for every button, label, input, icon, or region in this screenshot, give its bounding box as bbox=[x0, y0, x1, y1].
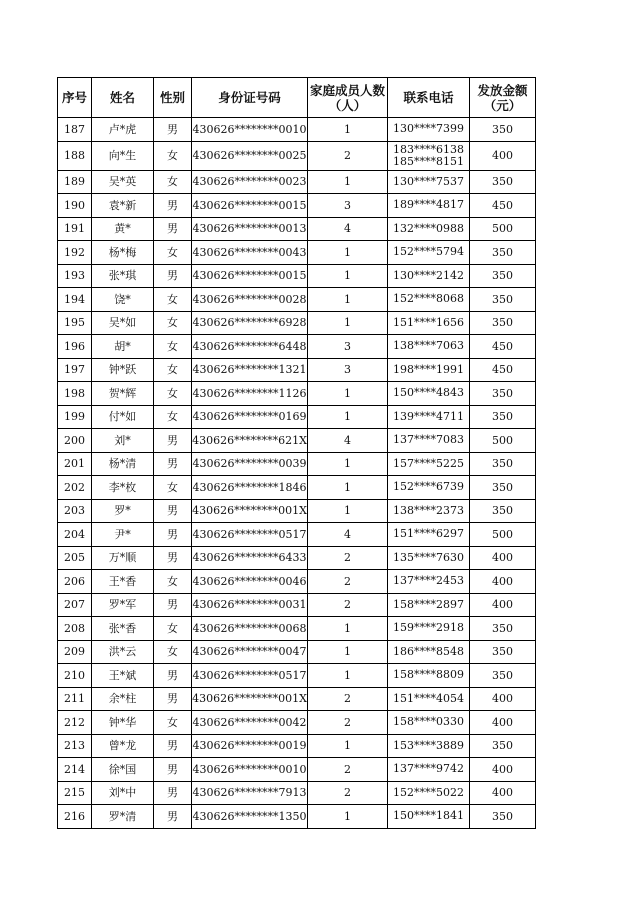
cell-name: 罗*军 bbox=[92, 593, 154, 617]
cell-gender: 女 bbox=[154, 335, 192, 359]
cell-gender: 女 bbox=[154, 405, 192, 429]
phone-number: 137****2453 bbox=[393, 574, 464, 588]
cell-index: 198 bbox=[58, 382, 92, 406]
cell-name: 张*香 bbox=[92, 617, 154, 641]
cell-id-number: 430626********6928 bbox=[192, 311, 308, 335]
cell-gender: 男 bbox=[154, 687, 192, 711]
cell-index: 194 bbox=[58, 288, 92, 312]
phone-number: 138****2373 bbox=[393, 503, 464, 517]
phone-number: 151****6297 bbox=[393, 527, 464, 541]
cell-index: 195 bbox=[58, 311, 92, 335]
cell-amount: 500 bbox=[470, 523, 536, 547]
cell-phone bbox=[388, 546, 470, 570]
cell-index: 188 bbox=[58, 141, 92, 170]
cell-index: 202 bbox=[58, 476, 92, 500]
cell-index: 193 bbox=[58, 264, 92, 288]
table-row bbox=[58, 711, 536, 735]
table-row bbox=[58, 141, 536, 170]
cell-gender: 女 bbox=[154, 711, 192, 735]
cell-gender: 女 bbox=[154, 311, 192, 335]
cell-name: 王*斌 bbox=[92, 664, 154, 688]
cell-gender: 男 bbox=[154, 194, 192, 218]
cell-gender: 男 bbox=[154, 758, 192, 782]
cell-family-size: 2 bbox=[308, 570, 388, 594]
phone-number: 158****2897 bbox=[393, 597, 464, 611]
cell-amount: 350 bbox=[470, 734, 536, 758]
cell-name: 钟*跃 bbox=[92, 358, 154, 382]
cell-name: 曾*龙 bbox=[92, 734, 154, 758]
cell-gender: 女 bbox=[154, 640, 192, 664]
cell-amount: 350 bbox=[470, 617, 536, 641]
table-row bbox=[58, 170, 536, 194]
cell-id-number: 430626********0015 bbox=[192, 264, 308, 288]
cell-family-size: 2 bbox=[308, 758, 388, 782]
cell-name: 付*如 bbox=[92, 405, 154, 429]
cell-family-size: 1 bbox=[308, 734, 388, 758]
cell-family-size: 1 bbox=[308, 452, 388, 476]
cell-name: 饶* bbox=[92, 288, 154, 312]
header-index: 序号 bbox=[58, 78, 92, 118]
cell-name: 袁*新 bbox=[92, 194, 154, 218]
cell-name: 卢*虎 bbox=[92, 118, 154, 142]
cell-gender: 男 bbox=[154, 429, 192, 453]
header-phone: 联系电话 bbox=[388, 78, 470, 118]
cell-id-number: 430626********0043 bbox=[192, 241, 308, 265]
cell-family-size: 1 bbox=[308, 476, 388, 500]
phone-number: 158****8809 bbox=[393, 668, 464, 682]
cell-gender: 男 bbox=[154, 264, 192, 288]
cell-gender: 女 bbox=[154, 141, 192, 170]
cell-gender: 女 bbox=[154, 358, 192, 382]
cell-id-number: 430626********6433 bbox=[192, 546, 308, 570]
header-gender: 性别 bbox=[154, 78, 192, 118]
cell-amount: 350 bbox=[470, 640, 536, 664]
cell-amount: 350 bbox=[470, 264, 536, 288]
cell-index: 191 bbox=[58, 217, 92, 241]
table-row bbox=[58, 405, 536, 429]
cell-id-number: 430626********1126 bbox=[192, 382, 308, 406]
cell-phone bbox=[388, 758, 470, 782]
phone-number: 183****6138 bbox=[393, 142, 464, 156]
cell-id-number: 430626********0019 bbox=[192, 734, 308, 758]
cell-name: 张*琪 bbox=[92, 264, 154, 288]
cell-family-size: 2 bbox=[308, 593, 388, 617]
phone-number: 132****0988 bbox=[393, 221, 464, 235]
cell-id-number: 430626********0031 bbox=[192, 593, 308, 617]
cell-family-size: 1 bbox=[308, 382, 388, 406]
cell-id-number: 430626********0013 bbox=[192, 217, 308, 241]
cell-family-size: 3 bbox=[308, 194, 388, 218]
cell-phone bbox=[388, 141, 470, 170]
table-row bbox=[58, 593, 536, 617]
cell-family-size: 1 bbox=[308, 170, 388, 194]
phone-number: 153****3889 bbox=[393, 738, 464, 752]
cell-index: 201 bbox=[58, 452, 92, 476]
phone-number: 130****2142 bbox=[393, 268, 464, 282]
cell-family-size: 2 bbox=[308, 711, 388, 735]
cell-family-size: 1 bbox=[308, 664, 388, 688]
cell-id-number: 430626********0025 bbox=[192, 141, 308, 170]
cell-family-size: 1 bbox=[308, 805, 388, 829]
cell-amount: 350 bbox=[470, 805, 536, 829]
cell-amount: 350 bbox=[470, 499, 536, 523]
phone-number: 138****7063 bbox=[393, 339, 464, 353]
phone-number: 158****0330 bbox=[393, 715, 464, 729]
cell-id-number: 430626********0517 bbox=[192, 523, 308, 547]
cell-amount: 400 bbox=[470, 758, 536, 782]
table-row bbox=[58, 311, 536, 335]
cell-phone bbox=[388, 476, 470, 500]
header-name: 姓名 bbox=[92, 78, 154, 118]
cell-gender: 女 bbox=[154, 617, 192, 641]
cell-amount: 400 bbox=[470, 546, 536, 570]
cell-id-number: 430626********0015 bbox=[192, 194, 308, 218]
cell-amount: 450 bbox=[470, 335, 536, 359]
cell-index: 200 bbox=[58, 429, 92, 453]
cell-gender: 女 bbox=[154, 288, 192, 312]
cell-family-size: 1 bbox=[308, 288, 388, 312]
cell-name: 余*柱 bbox=[92, 687, 154, 711]
cell-family-size: 4 bbox=[308, 217, 388, 241]
cell-name: 罗* bbox=[92, 499, 154, 523]
phone-number: 139****4711 bbox=[393, 409, 464, 423]
cell-phone bbox=[388, 781, 470, 805]
cell-phone bbox=[388, 640, 470, 664]
cell-name: 胡* bbox=[92, 335, 154, 359]
cell-id-number: 430626********0517 bbox=[192, 664, 308, 688]
cell-phone bbox=[388, 687, 470, 711]
phone-number: 152****5794 bbox=[393, 245, 464, 259]
cell-name: 徐*国 bbox=[92, 758, 154, 782]
table-row bbox=[58, 194, 536, 218]
cell-amount: 450 bbox=[470, 358, 536, 382]
header-family-size: 家庭成员人数（人） bbox=[308, 78, 388, 118]
cell-amount: 350 bbox=[470, 382, 536, 406]
cell-phone bbox=[388, 170, 470, 194]
cell-id-number: 430626********001X bbox=[192, 499, 308, 523]
table-row bbox=[58, 781, 536, 805]
cell-phone bbox=[388, 405, 470, 429]
cell-phone bbox=[388, 335, 470, 359]
table-row bbox=[58, 452, 536, 476]
cell-gender: 女 bbox=[154, 570, 192, 594]
cell-phone bbox=[388, 288, 470, 312]
table-row bbox=[58, 288, 536, 312]
cell-phone bbox=[388, 523, 470, 547]
cell-amount: 350 bbox=[470, 405, 536, 429]
table-row bbox=[58, 382, 536, 406]
cell-phone bbox=[388, 217, 470, 241]
cell-family-size: 3 bbox=[308, 335, 388, 359]
cell-amount: 350 bbox=[470, 664, 536, 688]
cell-family-size: 1 bbox=[308, 405, 388, 429]
phone-number: 150****1841 bbox=[393, 809, 464, 823]
cell-family-size: 1 bbox=[308, 640, 388, 664]
cell-id-number: 430626********0039 bbox=[192, 452, 308, 476]
cell-gender: 男 bbox=[154, 499, 192, 523]
cell-phone bbox=[388, 118, 470, 142]
cell-index: 203 bbox=[58, 499, 92, 523]
cell-amount: 400 bbox=[470, 711, 536, 735]
cell-id-number: 430626********1350 bbox=[192, 805, 308, 829]
cell-index: 215 bbox=[58, 781, 92, 805]
phone-number: 152****5022 bbox=[393, 785, 464, 799]
cell-index: 204 bbox=[58, 523, 92, 547]
cell-gender: 男 bbox=[154, 217, 192, 241]
cell-phone bbox=[388, 358, 470, 382]
cell-gender: 男 bbox=[154, 546, 192, 570]
cell-family-size: 1 bbox=[308, 499, 388, 523]
cell-amount: 350 bbox=[470, 311, 536, 335]
cell-id-number: 430626********0047 bbox=[192, 640, 308, 664]
cell-phone bbox=[388, 499, 470, 523]
phone-number: 130****7537 bbox=[393, 174, 464, 188]
cell-family-size: 1 bbox=[308, 311, 388, 335]
cell-amount: 350 bbox=[470, 452, 536, 476]
cell-index: 207 bbox=[58, 593, 92, 617]
cell-index: 196 bbox=[58, 335, 92, 359]
phone-number: 130****7399 bbox=[393, 122, 464, 136]
table-row bbox=[58, 805, 536, 829]
cell-family-size: 1 bbox=[308, 264, 388, 288]
cell-index: 208 bbox=[58, 617, 92, 641]
cell-name: 洪*云 bbox=[92, 640, 154, 664]
cell-name: 刘*中 bbox=[92, 781, 154, 805]
table-row bbox=[58, 499, 536, 523]
cell-index: 189 bbox=[58, 170, 92, 194]
cell-phone bbox=[388, 429, 470, 453]
table-row bbox=[58, 335, 536, 359]
cell-index: 216 bbox=[58, 805, 92, 829]
cell-id-number: 430626********621X bbox=[192, 429, 308, 453]
cell-index: 192 bbox=[58, 241, 92, 265]
cell-id-number: 430626********0010 bbox=[192, 758, 308, 782]
cell-gender: 男 bbox=[154, 593, 192, 617]
cell-gender: 男 bbox=[154, 781, 192, 805]
phone-number: 152****8068 bbox=[393, 292, 464, 306]
table-row bbox=[58, 687, 536, 711]
cell-amount: 400 bbox=[470, 781, 536, 805]
phone-number: 157****5225 bbox=[393, 456, 464, 470]
cell-id-number: 430626********001X bbox=[192, 687, 308, 711]
table-row bbox=[58, 523, 536, 547]
cell-family-size: 2 bbox=[308, 546, 388, 570]
cell-family-size: 4 bbox=[308, 523, 388, 547]
cell-name: 李*枚 bbox=[92, 476, 154, 500]
cell-id-number: 430626********7913 bbox=[192, 781, 308, 805]
cell-name: 吴*如 bbox=[92, 311, 154, 335]
cell-id-number: 430626********0028 bbox=[192, 288, 308, 312]
table-row bbox=[58, 734, 536, 758]
cell-name: 黄* bbox=[92, 217, 154, 241]
phone-number: 137****9742 bbox=[393, 762, 464, 776]
cell-id-number: 430626********0068 bbox=[192, 617, 308, 641]
cell-index: 190 bbox=[58, 194, 92, 218]
phone-number: 151****1656 bbox=[393, 315, 464, 329]
phone-number: 198****1991 bbox=[393, 362, 464, 376]
header-row bbox=[58, 78, 536, 118]
table-row bbox=[58, 118, 536, 142]
cell-index: 209 bbox=[58, 640, 92, 664]
cell-phone bbox=[388, 241, 470, 265]
cell-phone bbox=[388, 593, 470, 617]
cell-name: 罗*清 bbox=[92, 805, 154, 829]
table-row bbox=[58, 241, 536, 265]
cell-phone bbox=[388, 734, 470, 758]
cell-family-size: 2 bbox=[308, 781, 388, 805]
table-row bbox=[58, 640, 536, 664]
table-row bbox=[58, 429, 536, 453]
cell-index: 210 bbox=[58, 664, 92, 688]
cell-index: 199 bbox=[58, 405, 92, 429]
cell-phone bbox=[388, 194, 470, 218]
phone-number: 189****4817 bbox=[393, 198, 464, 212]
table-row bbox=[58, 264, 536, 288]
cell-phone bbox=[388, 711, 470, 735]
cell-index: 212 bbox=[58, 711, 92, 735]
header-id-number: 身份证号码 bbox=[192, 78, 308, 118]
phone-number: 152****6739 bbox=[393, 480, 464, 494]
cell-name: 刘* bbox=[92, 429, 154, 453]
cell-index: 214 bbox=[58, 758, 92, 782]
cell-id-number: 430626********6448 bbox=[192, 335, 308, 359]
cell-family-size: 2 bbox=[308, 141, 388, 170]
cell-family-size: 1 bbox=[308, 241, 388, 265]
cell-amount: 350 bbox=[470, 288, 536, 312]
cell-name: 万*顺 bbox=[92, 546, 154, 570]
cell-phone bbox=[388, 264, 470, 288]
cell-id-number: 430626********0042 bbox=[192, 711, 308, 735]
cell-name: 吴*英 bbox=[92, 170, 154, 194]
cell-gender: 男 bbox=[154, 805, 192, 829]
cell-name: 钟*华 bbox=[92, 711, 154, 735]
cell-index: 205 bbox=[58, 546, 92, 570]
phone-number: 135****7630 bbox=[393, 550, 464, 564]
cell-id-number: 430626********1846 bbox=[192, 476, 308, 500]
cell-gender: 女 bbox=[154, 476, 192, 500]
cell-name: 杨*清 bbox=[92, 452, 154, 476]
cell-index: 213 bbox=[58, 734, 92, 758]
cell-id-number: 430626********1321 bbox=[192, 358, 308, 382]
cell-gender: 男 bbox=[154, 523, 192, 547]
cell-gender: 女 bbox=[154, 241, 192, 265]
cell-phone bbox=[388, 382, 470, 406]
cell-amount: 350 bbox=[470, 170, 536, 194]
cell-name: 杨*梅 bbox=[92, 241, 154, 265]
phone-number: 151****4054 bbox=[393, 691, 464, 705]
cell-phone bbox=[388, 617, 470, 641]
cell-amount: 350 bbox=[470, 118, 536, 142]
phone-number: 159****2918 bbox=[393, 621, 464, 635]
cell-index: 206 bbox=[58, 570, 92, 594]
cell-phone bbox=[388, 311, 470, 335]
phone-number: 150****4843 bbox=[393, 386, 464, 400]
cell-family-size: 4 bbox=[308, 429, 388, 453]
table-row bbox=[58, 758, 536, 782]
header-amount: 发放金额（元） bbox=[470, 78, 536, 118]
cell-phone bbox=[388, 664, 470, 688]
cell-family-size: 2 bbox=[308, 687, 388, 711]
table-row bbox=[58, 476, 536, 500]
table-row bbox=[58, 358, 536, 382]
table-body bbox=[58, 118, 536, 829]
cell-phone bbox=[388, 452, 470, 476]
cell-amount: 400 bbox=[470, 141, 536, 170]
cell-id-number: 430626********0023 bbox=[192, 170, 308, 194]
cell-index: 211 bbox=[58, 687, 92, 711]
cell-gender: 男 bbox=[154, 452, 192, 476]
cell-gender: 男 bbox=[154, 118, 192, 142]
cell-name: 向*生 bbox=[92, 141, 154, 170]
cell-family-size: 3 bbox=[308, 358, 388, 382]
cell-gender: 男 bbox=[154, 664, 192, 688]
cell-amount: 500 bbox=[470, 217, 536, 241]
cell-id-number: 430626********0169 bbox=[192, 405, 308, 429]
table-row bbox=[58, 570, 536, 594]
phone-number: 186****8548 bbox=[393, 644, 464, 658]
table-row bbox=[58, 617, 536, 641]
cell-amount: 350 bbox=[470, 476, 536, 500]
cell-amount: 400 bbox=[470, 687, 536, 711]
cell-name: 贺*辉 bbox=[92, 382, 154, 406]
cell-index: 197 bbox=[58, 358, 92, 382]
cell-gender: 男 bbox=[154, 734, 192, 758]
cell-amount: 350 bbox=[470, 241, 536, 265]
cell-gender: 女 bbox=[154, 170, 192, 194]
cell-amount: 500 bbox=[470, 429, 536, 453]
cell-family-size: 1 bbox=[308, 617, 388, 641]
subsidy-roster-table bbox=[57, 77, 536, 829]
table-row bbox=[58, 664, 536, 688]
cell-id-number: 430626********0010 bbox=[192, 118, 308, 142]
cell-phone bbox=[388, 570, 470, 594]
cell-family-size: 1 bbox=[308, 118, 388, 142]
cell-name: 王*香 bbox=[92, 570, 154, 594]
cell-amount: 400 bbox=[470, 570, 536, 594]
table-row bbox=[58, 546, 536, 570]
cell-amount: 450 bbox=[470, 194, 536, 218]
phone-number: 185****8151 bbox=[393, 154, 464, 168]
cell-phone bbox=[388, 805, 470, 829]
table-row bbox=[58, 217, 536, 241]
cell-id-number: 430626********0046 bbox=[192, 570, 308, 594]
cell-name: 尹* bbox=[92, 523, 154, 547]
cell-gender: 女 bbox=[154, 382, 192, 406]
cell-amount: 400 bbox=[470, 593, 536, 617]
cell-index: 187 bbox=[58, 118, 92, 142]
phone-number: 137****7083 bbox=[393, 433, 464, 447]
